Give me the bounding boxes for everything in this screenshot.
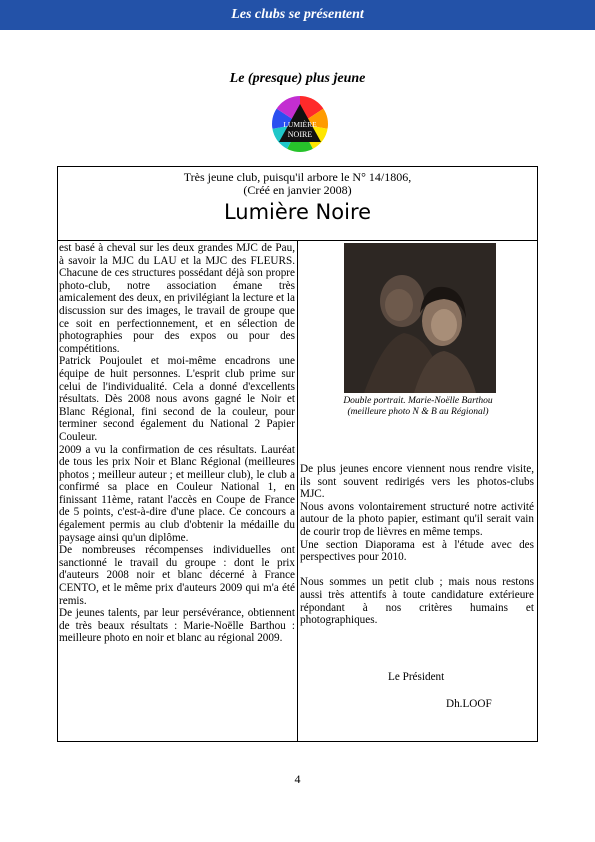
article-header <box>58 167 537 241</box>
signature-role: Le Président <box>388 671 445 683</box>
double-portrait-photo <box>344 243 496 393</box>
club-name-title: Lumière Noire <box>223 200 372 224</box>
left-column <box>59 242 295 645</box>
right-paragraph: Nous sommes un petit club ; mais nous restons aussi très attentifs à toute candidature extérieure répondant à nos critères humains et photographiques. <box>300 576 534 627</box>
left-paragraph: De jeunes talents, par leur persévérance, obtiennent de très beaux résultats : Marie-Noëlle Barthou : meilleure photo en noir et blanc au régional 2009. <box>59 607 295 645</box>
logo-text-line2: NOIRE <box>287 130 313 139</box>
portrait-image-icon <box>344 243 496 393</box>
left-paragraph: 2009 a vu la confirmation de ces résultats. Lauréat de tous les prix Noir et Blanc Régional (meilleures photos ; meilleur auteur ; et meilleur club), le club a confirmé sa place en Couleur National 1, en finissant 11ème, ratant l'accès en Coupe de France de 5 points, c'est-à-dire d'une place. Ce concours a également permis au club d'obtenir la médaille du paysage ainsi qu'un diplôme. <box>59 443 295 544</box>
article-subtitle: Le (presque) plus jeune <box>229 71 366 86</box>
left-paragraph: De nombreuses récompenses individuelles ont sanctionné le travail du groupe : dont le prix d'auteurs 2008 noir et blanc décerné à France CENTO, et le même prix d'auteurs 2009 qui m'a été remis. <box>59 544 295 607</box>
left-paragraph: Patrick Poujoulet et moi-même encadrons une équipe de huit personnes. L'esprit club prime sur celui de l'individualité. Cela a donné d'excellents résultats. Dès 2008 nous avons gagné le Noir et Blanc Régional, fini second de la couleur, pour terminer second également du National 2 Papier Couleur. <box>59 355 295 443</box>
right-column <box>300 463 534 627</box>
club-article-box <box>57 166 538 742</box>
right-paragraph: De plus jeunes encore viennent nous rendre visite, ils sont souvent redirigés vers les photos-clubs MJC. <box>300 463 534 501</box>
column-divider <box>297 240 298 742</box>
intro-line-1: Très jeune club, puisqu'il arbore le N° 14/1806, <box>183 170 412 184</box>
section-banner: Les clubs se présentent <box>0 0 595 30</box>
logo-text-line1: LUMIÈRE <box>283 120 317 129</box>
right-paragraph: Une section Diaporama est à l'étude avec des perspectives pour 2010. <box>300 538 534 564</box>
page-number: 4 <box>294 772 301 786</box>
lumiere-noire-logo-icon <box>271 95 329 153</box>
signature-name: Dh.LOOF <box>446 698 492 710</box>
intro-line-2: (Créé en janvier 2008) <box>243 183 352 197</box>
left-paragraph: est basé à cheval sur les deux grandes MJC de Pau, à savoir la MJC du LAU et la MJC des FLEURS. Chacune de ces structures possédant déjà son propre photo-club, notre association émane très amicalement des deux, en privilégiant la lecture et la discussion sur des images, le travail de groupe que ce soit en perfectionnement, et en sélection de photographies pour des expos ou pour des compétitions. <box>59 242 295 355</box>
right-paragraph: Nous avons volontairement structuré notre activité autour de la photo papier, estimant qu'il serait vain de courir trop de lièvres en même temps. <box>300 500 534 538</box>
photo-caption <box>300 396 536 418</box>
caption-line-2: (meilleure photo N & B au Régional) <box>347 407 489 417</box>
caption-line-1: Double portrait. Marie-Noëlle Barthou <box>343 396 493 406</box>
